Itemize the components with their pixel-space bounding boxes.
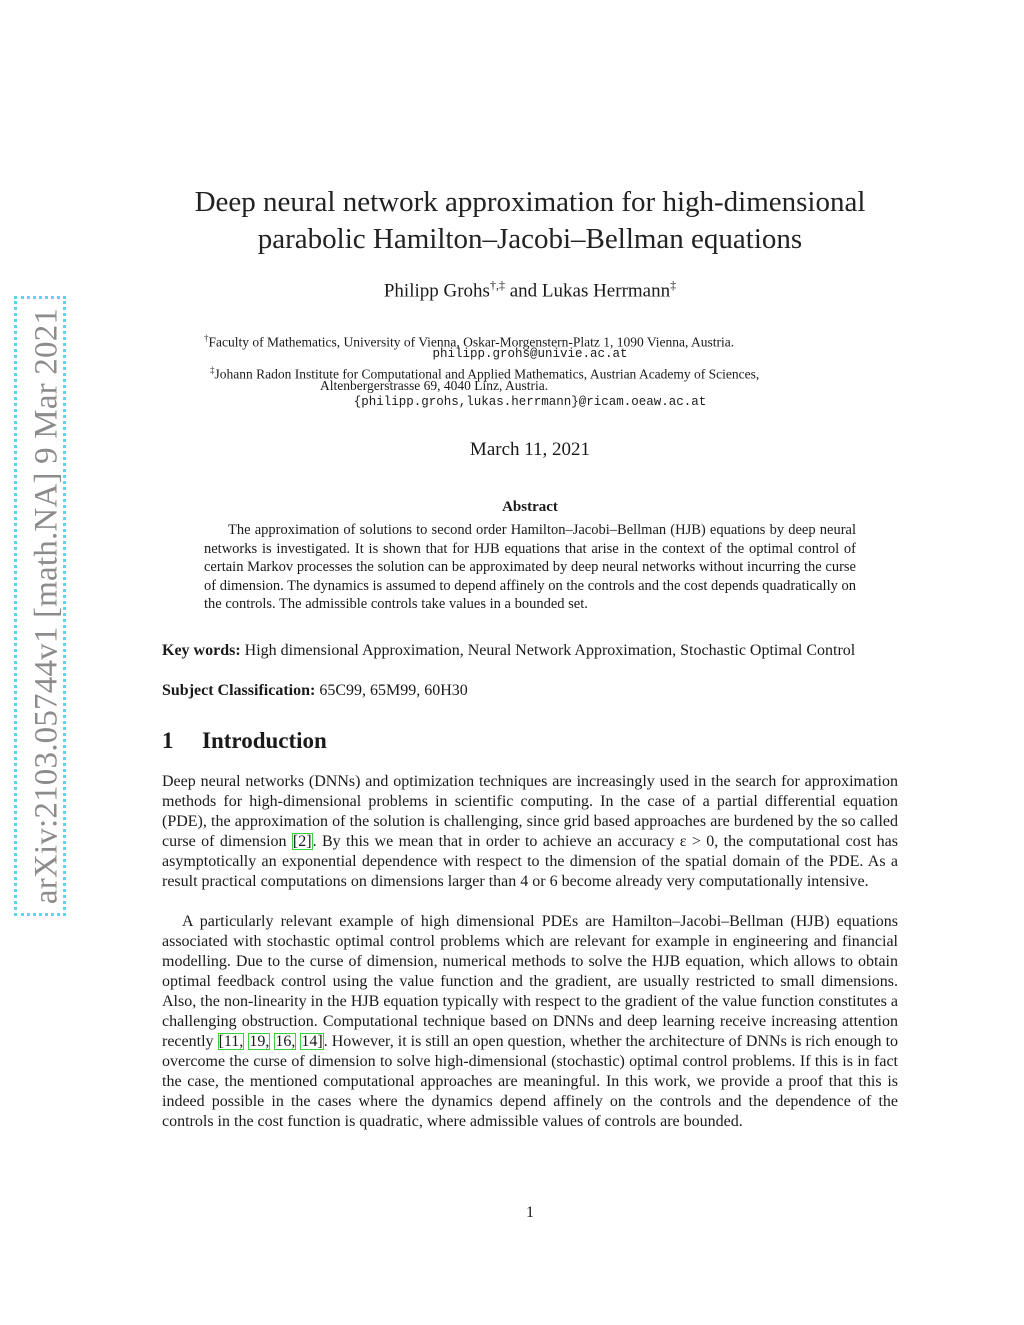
title-line-2: parabolic Hamilton–Jacobi–Bellman equations bbox=[257, 223, 803, 255]
subject-classification bbox=[162, 681, 898, 701]
intro-paragraph-2 bbox=[162, 912, 898, 1132]
arxiv-identifier[interactable]: arXiv:2103.05744v1 [math.NA] 9 Mar 2021 bbox=[28, 307, 65, 905]
email-1[interactable]: philipp.grohs@univie.ac.at bbox=[432, 347, 628, 361]
paragraph-text: Deep neural networks (DNNs) and optimization techniques are increasingly used in the search for approximation methods for high-dimensional problems in scientific computing. In the case of a partial differential equation (PDE), the approximation of the solution is challenging, since grid based approaches are burdened by the so called curse of dimension bbox=[162, 773, 898, 850]
abstract-body: The approximation of solutions to second order Hamilton–Jacobi–Bellman (HJB) equations by deep neural networks is investigated. It is shown that for HJB equations that arise in the context of the optimal control of certain Markov processes the solution can be approximated by deep neural networks without incurring the curse of dimension. The dynamics is assumed to depend affinely on the controls and the cost depends quadratically on the controls. The admissible controls take values in a bounded set. bbox=[204, 522, 856, 612]
section-heading bbox=[162, 728, 327, 754]
page-number: 1 bbox=[526, 1204, 534, 1221]
affiliation-text: Faculty of Mathematics, University of Vienna, Oskar-Morgenstern-Platz 1, 1090 Vienna, Austria. bbox=[208, 334, 735, 350]
citation-link[interactable]: [11, bbox=[218, 1033, 244, 1050]
author-conjunction: and bbox=[504, 280, 542, 302]
affiliation-text: Johann Radon Institute for Computational and Applied Mathematics, Austrian Academy of Sciences, bbox=[214, 366, 760, 382]
section-title: Introduction bbox=[202, 728, 327, 753]
paper-title bbox=[0, 184, 1024, 258]
author-list bbox=[0, 278, 1024, 302]
author-name: Lukas Herrmann bbox=[541, 280, 671, 302]
abstract-heading: Abstract bbox=[502, 499, 558, 515]
intro-paragraph-1 bbox=[162, 772, 898, 892]
section-number: 1 bbox=[162, 728, 174, 753]
citation-link[interactable]: 16, bbox=[275, 1033, 296, 1050]
citation-link[interactable]: 14] bbox=[301, 1033, 323, 1050]
classification-text: 65C99, 65M99, 60H30 bbox=[319, 682, 468, 699]
paragraph-text: . By this we mean that in order to achieve an accuracy ε > 0, the computational cost has asymptotically an exponential dependence with respect to the dimension of the spatial domain of the PDE. As a result practical computations on dimensions larger than 4 or 6 become already very computationally intensive. bbox=[162, 833, 899, 890]
affiliation-mark: ‡ bbox=[210, 365, 215, 375]
keywords-label: Key words: bbox=[162, 642, 241, 659]
email-2[interactable]: {philipp.grohs,lukas.herrmann}@ricam.oeaw.ac.at bbox=[353, 395, 707, 409]
paragraph-text: A particularly relevant example of high dimensional PDEs are Hamilton–Jacobi–Bellman (HJB) equations associated with stochastic optimal control problems which are relevant for example in engineering and financial modelling. Due to the curse of dimension, numerical methods to solve the HJB equation, which allows to obtain optimal feedback control using the value function and the gradient, are usually restricted to small dimensions. Also, the non-linearity in the HJB equation typically with respect to the gradient of the value function constitutes a challenging obstruction. Computational technique based on DNNs and deep learning receive increasing attention recently bbox=[162, 913, 898, 1050]
citation-link[interactable]: [2] bbox=[292, 833, 312, 850]
affiliation-2-address: Altenbergerstrasse 69, 4040 Linz, Austria. bbox=[320, 378, 549, 393]
author-affiliation-mark: †,‡ bbox=[489, 278, 505, 292]
author-name: Philipp Grohs bbox=[383, 280, 490, 302]
keywords-text: High dimensional Approximation, Neural Network Approximation, Stochastic Optimal Control bbox=[244, 642, 856, 659]
affiliation-mark: † bbox=[204, 333, 209, 343]
paragraph-text: . However, it is still an open question, whether the architecture of DNNs is rich enough to overcome the curse of dimension to solve high-dimensional (stochastic) optimal control problems. If this is in fact the case, the mentioned computational approaches are meaningful. In this work, we provide a proof that this is indeed possible in the cases where the dynamics depend affinely on the controls and the dependence of the controls in the cost function is quadratic, where admissible values of controls are bounded. bbox=[162, 1033, 899, 1130]
author-affiliation-mark: ‡ bbox=[670, 278, 677, 292]
classification-label: Subject Classification: bbox=[162, 682, 316, 699]
citation-link[interactable]: 19, bbox=[249, 1033, 270, 1050]
paper-date: March 11, 2021 bbox=[469, 439, 591, 460]
keywords bbox=[162, 641, 898, 661]
title-line-1: Deep neural network approximation for high-dimensional bbox=[194, 186, 866, 218]
